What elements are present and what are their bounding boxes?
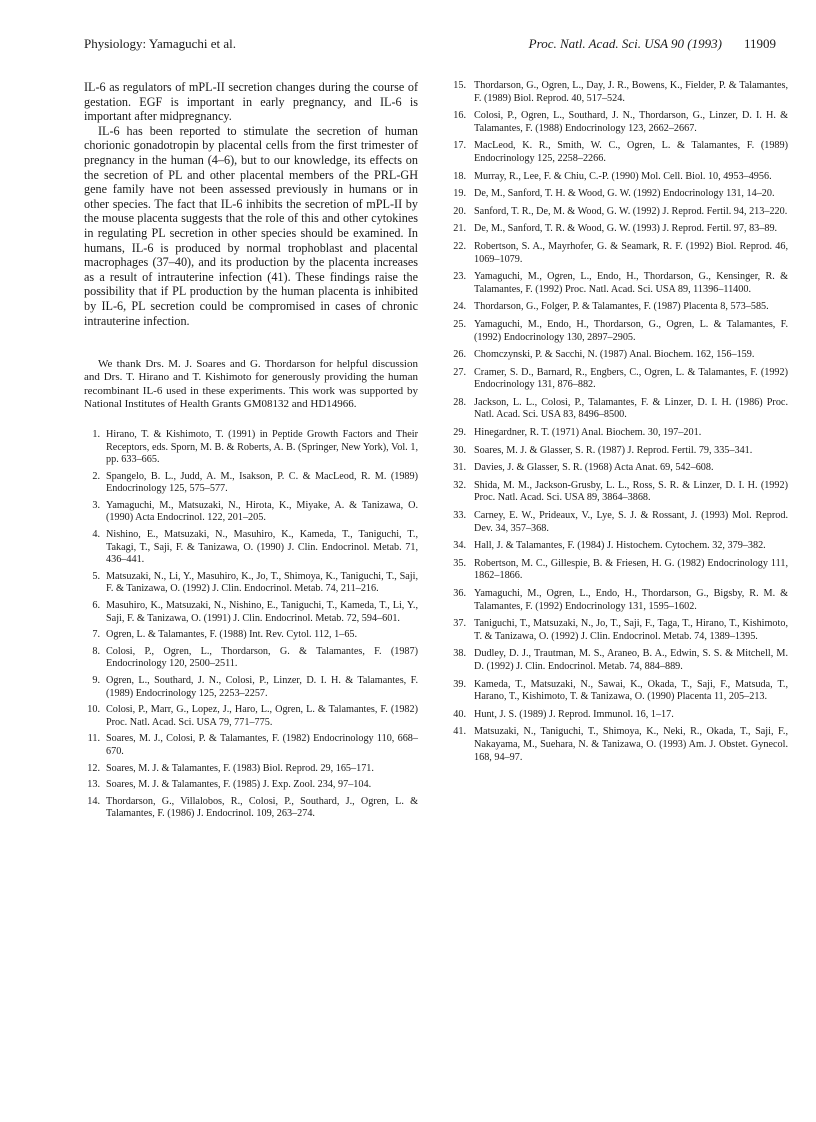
reference-item (84, 500, 418, 525)
reference-number: 2. (92, 470, 100, 482)
reference-item (84, 429, 418, 467)
reference-item (448, 319, 788, 344)
right-column (448, 80, 788, 769)
reference-number: 17. (453, 140, 466, 152)
reference-text: Dudley, D. J., Trautman, M. S., Araneo, B. A., Edwin, S. S. & Mitchell, M. D. (1992) J. Clin. Endocrinol. Metab. 74, 884–889. (474, 648, 788, 672)
reference-item (448, 271, 788, 296)
reference-number: 40. (453, 708, 466, 720)
reference-text: Robertson, M. C., Gillespie, B. & Friesen, H. G. (1982) Endocrinology 111, 1862–1866. (474, 557, 788, 582)
reference-text: Soares, M. J. & Talamantes, F. (1983) Biol. Reprod. 29, 165–171. (106, 762, 374, 774)
reference-number: 38. (453, 648, 466, 660)
page-header (0, 36, 816, 58)
reference-item (448, 726, 788, 764)
reference-text: Nishino, E., Matsuzaki, N., Masuhiro, K., Kameda, T., Taniguchi, T., Takagi, T., Saji, F. & Tanizawa, O. (1990) J. Clin. Endocrinol. Metab. 71, 436–441. (106, 529, 418, 566)
reference-item (84, 471, 418, 496)
reference-text: Kameda, T., Matsuzaki, N., Sawai, K., Okada, T., Saji, F., Matsuda, T., Harano, T., Kishimoto, T. & Tanizawa, O. (1990) Placenta 11, 205–213. (474, 678, 788, 703)
reference-text: Robertson, S. A., Mayrhofer, G. & Seamark, R. F. (1992) Biol. Reprod. 46, 1069–1079. (474, 240, 788, 265)
reference-number: 41. (453, 726, 466, 738)
reference-text: Hall, J. & Talamantes, F. (1984) J. Histochem. Cytochem. 32, 379–382. (474, 540, 766, 552)
reference-text: Cramer, S. D., Barnard, R., Engbers, C., Ogren, L. & Talamantes, F. (1992) Endocrinology 131, 876–882. (474, 366, 788, 391)
running-head-section: Physiology: Yamaguchi et al. (84, 36, 237, 51)
reference-number: 9. (92, 675, 100, 686)
reference-number: 25. (453, 318, 466, 330)
reference-item (448, 241, 788, 266)
left-column (84, 80, 418, 825)
reference-number: 26. (453, 349, 466, 361)
acknowledgment: We thank Drs. M. J. Soares and G. Thordarson for helpful discussion and Drs. T. Hirano and T. Kishimoto for generously providing the human recombinant IL-6 used in these experiments. This work was supported by National Institutes of Health Grants GM08132 and HD14966. (84, 358, 418, 410)
reference-number: 22. (453, 240, 466, 252)
reference-text: Jackson, L. L., Colosi, P., Talamantes, F. & Linzer, D. I. H. (1986) Proc. Natl. Acad. Sci. USA 83, 8496–8500. (474, 396, 788, 421)
reference-item (84, 733, 418, 758)
reference-item (448, 349, 788, 362)
reference-number: 35. (453, 557, 466, 569)
reference-text: Shida, M. M., Jackson-Grusby, L. L., Ross, S. R. & Linzer, D. I. H. (1992) Proc. Natl. Acad. Sci. USA 89, 3864–3868. (474, 479, 788, 504)
reference-text: Soares, M. J. & Glasser, S. R. (1987) J. Reprod. Fertil. 79, 335–341. (474, 444, 753, 456)
reference-number: 29. (453, 427, 466, 439)
reference-text: Davies, J. & Glasser, S. R. (1968) Acta Anat. 69, 542–608. (474, 462, 714, 474)
reference-item (448, 558, 788, 583)
body-paragraph-2: IL-6 has been reported to stimulate the secretion of human chorionic gonadotropin by placental cells from the first trimester of pregnancy in the human (4–6), but to our knowledge, its effects on the secretion of PL and other placental members of the PRL-GH gene family have not been assessed previously in humans or in other species. The fact that IL-6 inhibits the secretion of mPL-II by the mouse placenta suggests that the role of this and other cytokines in regulating PL secretion in other species should be examined. In humans, IL-6 is produced by normal trophoblast and placental macrophages (37–40), and its production by the placenta increases as a result of intrauterine infection (41). These findings raise the possibility that if PL production by the human placenta is inhibited by IL-6, PL secretion could be compromised in cases of chronic intrauterine infection. (84, 123, 418, 328)
reference-text: Thordarson, G., Villalobos, R., Colosi, P., Southard, J., Ogren, L. & Talamantes, F. (1986) J. Endocrinol. 109, 263–274. (106, 795, 418, 820)
reference-text: Carney, E. W., Prideaux, V., Lye, S. J. & Rossant, J. (1993) Mol. Reprod. Dev. 34, 357–368. (474, 510, 788, 534)
reference-number: 4. (92, 529, 100, 541)
reference-number: 11. (87, 733, 100, 745)
reference-text: MacLeod, K. R., Smith, W. C., Ogren, L. & Talamantes, F. (1989) Endocrinology 125, 2258–2266. (474, 140, 788, 164)
reference-text: Chomczynski, P. & Sacchi, N. (1987) Anal. Biochem. 162, 156–159. (474, 349, 755, 361)
reference-text: Yamaguchi, M., Endo, H., Thordarson, G., Ogren, L. & Talamantes, F. (1992) Endocrinology 130, 2897–2905. (474, 318, 788, 343)
reference-item (84, 763, 418, 776)
reference-text: De, M., Sanford, T. R. & Wood, G. W. (1993) J. Reprod. Fertil. 97, 83–89. (474, 223, 778, 235)
reference-number: 16. (453, 110, 466, 122)
reference-number: 30. (453, 444, 466, 456)
reference-item (448, 480, 788, 505)
reference-item (448, 588, 788, 613)
reference-item (448, 223, 788, 236)
reference-number: 5. (92, 570, 100, 582)
reference-item (448, 301, 788, 314)
reference-text: Matsuzaki, N., Taniguchi, T., Shimoya, K., Neki, R., Okada, T., Saji, F., Nakayama, M., Suehara, N. & Tanizawa, O. (1993) Am. J. Obstet. Gynecol. 168, 94–97. (474, 726, 788, 763)
reference-number: 37. (453, 618, 466, 630)
running-head-journal (529, 36, 776, 52)
reference-number: 33. (453, 510, 466, 522)
reference-item (448, 445, 788, 458)
page-number: 11909 (743, 36, 776, 51)
reference-text: Taniguchi, T., Matsuzaki, N., Jo, T., Saji, F., Taga, T., Hirano, T., Kishimoto, T. & Tanizawa, O. (1992) J. Clin. Endocrinol. Metab. 74, 1389–1395. (474, 618, 788, 642)
reference-item (448, 679, 788, 704)
reference-number: 36. (453, 588, 466, 599)
reference-item (448, 510, 788, 535)
reference-text: Matsuzaki, N., Li, Y., Masuhiro, K., Jo, T., Shimoya, K., Taniguchi, T., Saji, F. & Tanizawa, O. (1992) J. Clin. Endocrinol. Metab. 74, 211–216. (106, 570, 418, 595)
reference-number: 15. (453, 80, 466, 91)
reference-number: 12. (87, 762, 100, 774)
reference-item (448, 110, 788, 135)
reference-number: 8. (92, 645, 100, 657)
reference-number: 34. (453, 540, 466, 552)
reference-number: 21. (453, 223, 466, 235)
reference-number: 23. (453, 271, 466, 283)
reference-text: Yamaguchi, M., Ogren, L., Endo, H., Thordarson, G., Kensinger, R. & Talamantes, F. (1992) Proc. Natl. Acad. Sci. USA 89, 11396–11400. (474, 271, 788, 295)
reference-number: 28. (453, 396, 466, 408)
reference-item (84, 600, 418, 625)
reference-text: Soares, M. J., Colosi, P. & Talamantes, F. (1982) Endocrinology 110, 668–670. (106, 733, 418, 757)
reference-number: 1. (92, 428, 100, 440)
reference-item (448, 462, 788, 475)
reference-item (448, 171, 788, 184)
reference-list-left (84, 429, 418, 821)
reference-number: 19. (453, 188, 466, 200)
reference-text: Masuhiro, K., Matsuzaki, N., Nishino, E., Taniguchi, T., Kameda, T., Li, Y., Saji, F. & Tanizawa, O. (1991) J. Clin. Endocrinol. Metab. 72, 594–601. (106, 600, 418, 624)
reference-number: 39. (453, 678, 466, 690)
reference-text: Hunt, J. S. (1989) J. Reprod. Immunol. 16, 1–17. (474, 708, 674, 720)
reference-number: 6. (92, 600, 100, 612)
reference-text: Spangelo, B. L., Judd, A. M., Isakson, P. C. & MacLeod, R. M. (1989) Endocrinology 125, 575–577. (106, 470, 418, 495)
reference-number: 18. (453, 170, 466, 182)
reference-item (448, 618, 788, 643)
reference-text: Colosi, P., Marr, G., Lopez, J., Haro, L., Ogren, L. & Talamantes, F. (1982) Proc. Natl. Acad. Sci. USA 79, 771–775. (106, 704, 418, 728)
reference-text: Colosi, P., Ogren, L., Southard, J. N., Thordarson, G., Linzer, D. I. H. & Talamantes, F. (1988) Endocrinology 123, 2662–2667. (474, 110, 788, 134)
reference-number: 32. (453, 479, 466, 491)
reference-text: Hinegardner, R. T. (1971) Anal. Biochem. 30, 197–201. (474, 427, 702, 439)
reference-text: Ogren, L. & Talamantes, F. (1988) Int. Rev. Cytol. 112, 1–65. (106, 629, 358, 641)
reference-item (448, 206, 788, 219)
reference-item (84, 629, 418, 642)
reference-text: Murray, R., Lee, F. & Chiu, C.-P. (1990) Mol. Cell. Biol. 10, 4953–4956. (474, 170, 772, 182)
reference-number: 7. (92, 629, 100, 641)
reference-text: Yamaguchi, M., Ogren, L., Endo, H., Thordarson, G., Bigsby, R. M. & Talamantes, F. (1992) Endocrinology 131, 1595–1602. (474, 588, 788, 612)
reference-text: Thordarson, G., Ogren, L., Day, J. R., Bowens, K., Fielder, P. & Talamantes, F. (1989) Biol. Reprod. 40, 517–524. (474, 80, 788, 104)
reference-item (84, 571, 418, 596)
reference-number: 13. (87, 779, 100, 791)
reference-item (448, 709, 788, 722)
reference-item (84, 529, 418, 567)
reference-list-right (448, 80, 788, 764)
reference-text: Sanford, T. R., De, M. & Wood, G. W. (1992) J. Reprod. Fertil. 94, 213–220. (474, 205, 788, 217)
reference-item (448, 140, 788, 165)
reference-item (84, 796, 418, 821)
reference-text: Soares, M. J. & Talamantes, F. (1985) J. Exp. Zool. 234, 97–104. (106, 779, 372, 791)
reference-item (448, 188, 788, 201)
reference-item (448, 397, 788, 422)
reference-item (84, 646, 418, 671)
reference-number: 20. (453, 205, 466, 217)
reference-number: 3. (92, 499, 100, 511)
reference-number: 10. (87, 704, 100, 716)
reference-text: Yamaguchi, M., Matsuzaki, N., Hirota, K., Miyake, A. & Tanizawa, O. (1990) Acta Endocrinol. 122, 201–205. (106, 499, 418, 524)
body-paragraph-1: IL-6 as regulators of mPL-II secretion changes during the course of gestation. EGF is important in early pregnancy, and IL-6 is important after midpregnancy. (84, 80, 418, 124)
reference-text: Hirano, T. & Kishimoto, T. (1991) in Peptide Growth Factors and Their Receptors, eds. Sporn, M. B. & Roberts, A. B. (Springer, New York), Vol. 1, pp. 633–665. (106, 428, 418, 466)
reference-item (84, 675, 418, 700)
reference-text: Colosi, P., Ogren, L., Thordarson, G. & Talamantes, F. (1987) Endocrinology 120, 2500–2511. (106, 645, 418, 670)
journal-citation: Proc. Natl. Acad. Sci. USA 90 (1993) (528, 36, 722, 51)
reference-item (448, 648, 788, 673)
reference-number: 14. (87, 795, 100, 807)
reference-item (448, 427, 788, 440)
reference-item (448, 367, 788, 392)
reference-item (448, 80, 788, 105)
reference-text: Ogren, L., Southard, J. N., Colosi, P., Linzer, D. I. H. & Talamantes, F. (1989) Endocrinology 125, 2253–2257. (106, 675, 418, 699)
reference-number: 24. (453, 301, 466, 313)
reference-item (84, 779, 418, 792)
reference-item (84, 704, 418, 729)
reference-text: De, M., Sanford, T. H. & Wood, G. W. (1992) Endocrinology 131, 14–20. (474, 188, 775, 200)
reference-item (448, 540, 788, 553)
reference-text: Thordarson, G., Folger, P. & Talamantes, F. (1987) Placenta 8, 573–585. (474, 301, 769, 313)
reference-number: 27. (453, 366, 466, 378)
reference-number: 31. (453, 462, 466, 474)
